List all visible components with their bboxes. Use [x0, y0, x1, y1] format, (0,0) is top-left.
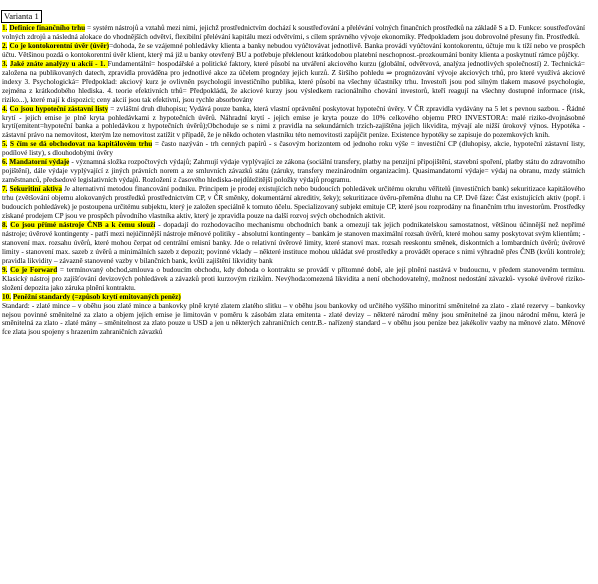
- section-item: [1, 105, 586, 141]
- section-number: 5.: [2, 140, 8, 149]
- section-heading: Peněžní standardy (=způsob krytí emitovaných peněz): [12, 292, 181, 301]
- section-body: Fundamentální= hospodářské a politické faktory, které působí na utváření akciového kurzu (globální, odvětvová, analýza jednotlivých společností) 2. Technická= založena na publikovaných datech, zpravidla prováděna pro jednotlivé akce za účelem prognózy jejich kurzů. Z širšího pohledu ⇒ prognózování vývoje akciových trhů, pro které využívá akciové indexy 3. Psychologická= Předpoklad: akciový kurz je ovlivněn psychologií investičního publika, které působí na všechny účastníky trhu. Investoři jsou pod silným tlakem masové psychologie, zejména z krátkodobého hlediska. 4. teorie efektivních trhů= Předpokládá, že akciové kurzy jsou výsledkem racionálního chování investorů, kteří reagují na všechny dostupné informace (risk, riziko...), které mají k dispozici; ceny akcií jsou tak efektivní, jsou rychle absorbovány: [2, 59, 586, 104]
- section-number: 4.: [2, 104, 8, 113]
- section-heading: Sekuritiní aktiva: [9, 185, 62, 194]
- section-heading: Co je Forward: [10, 265, 58, 274]
- section-item: [1, 266, 586, 293]
- section-item: [1, 24, 586, 42]
- section-body: = zvláštní druh dluhopisu; Vydává pouze banka, která vlastní oprávnění poskytovat hypoteční úvěry. V ČR zpravidla vydávány na 5 let s pevnou sazbou. - Řádné krytí - jejich emise je plně kryta pohledávkami z hypotečních úvěrů. Náhradní krytí - jejich emise je kryta pouze do 10% celkového objemu PRO INVESTORA: malé riziko-dvojnásobné krytí(emitent=hypoteční banka a pohledávkou z hypotečních úvěrů);Obchoduje se s nimi z pravidla na sekundárních trzích-zajištěna jejich likvidita, mývají ale nižší úrokový výnos. Hypotéka - zástavní právo na nemovitost, kterým lze nemovitost zatížit v případě, že je někdo ochoten vlastníku této nemovitosti zapůjčit peníze. Existence hypotéky se zapisuje do pozemkových knih.: [2, 104, 586, 140]
- section-body: Je alternativní metodou financování podniku. Principem je prodej existujících nebo budoucích pohledávek určitému okruhu věřitelů (investičních bank) sekuritizace kapitálového trhu (zvětšování objemu alokovaných prostředků prostřednictvím CP, v ČR směnky, dokumentární akreditiv, šeky); sekuritizace úvěru-přeměna dluhu na CP. Dvě fáze: Část existujících aktiv (popř. i budoucích pohledávek) je postoupena určitému subjektu, který je založen speciálně k tomuto účelu. Specializovaný subjekt emituje CP, které jsou rozprodány na finančním trhu investorům. Prostředky získané prodejem CP jsou ve prospěch původního vlastníka aktiv, který je zpravidla pouze na další rozvoj svých obchodních aktivit.: [2, 185, 586, 221]
- section-item: [1, 293, 586, 302]
- section-item: [1, 42, 586, 60]
- section-number: 10.: [2, 292, 12, 301]
- section-item: [1, 185, 586, 221]
- section-item: [1, 221, 586, 266]
- section-body: = termínovaný obchod,smlouva o budoucím obchodu, kdy dohoda o kontraktu se provádí v přítomné době, ale její plnění nastává v budoucnu, v předem stanoveném termínu. Klasický nástroj pro zajišťování devizových pohledávek a závazků proti kurzovým rizikům. Nevýhoda:omezená likvidita a není obchodovatelný, možnost nedostání závazků- vysoké úvěrové riziko-složení depozita jako záruka plnění kontraktu.: [2, 265, 585, 292]
- section-heading: Jaké znáte analýzy u akcií - 1.: [9, 59, 108, 68]
- section-body: = často nazýván - trh cenných papírů - s časovým horizontem od jednoho roku výše = investiční CP (dluhopisy, akcie, hypoteční zástavní listy, podílové listy), s dlouhodobými úvěry: [2, 140, 585, 158]
- section-number: 6.: [2, 158, 8, 167]
- section-item: [1, 140, 586, 158]
- section-body: = systém nástrojů a vztahů mezi nimi, jejichž prostřednictvím dochází k soustřeďování a přelévání volných finančních prostředků na základě S a D. Funkce: soustřeďování volných zdrojů a následná alokace do vhodnějších odvětví, flexibilní přelévání kapitálu mezi odvětvími, s cílem správného vývoje ekonomiky. Předpokladem jsou dobrovolné přesuny fin. Prostředků.: [2, 24, 586, 41]
- section-number: 1.: [2, 24, 8, 32]
- section-body: - významná složka rozpočtových výdajů; Zahrnují výdaje vyplývající ze zákona (sociální transfery, platby na penzijní připojištění, stavební spoření, platby státu do zdravotního pojištění), dále výdaje vyplývající z jiných právních norem a ze smluvních závazků státu (záruky, transfery mezinárodním organizacím). Quasimandatorní výdaje= výdaj na obranu, mzdy státních zaměstnanců, předsedové legislativních výdajů. Rozložení z časového hlediska-nejdůležitější položky výdajů programu.: [2, 158, 586, 185]
- section-body: =dohoda, že se vzájemné pohledávky klienta a banky nebudou vyúčtovávat jednotlivě. Banka provádí vyúčtování kontokorentu, účtuje mu k tíží nebo ve prospěch účtu. Většinou pozdá o kontokorentní úvěr klient, který má již u banky otevřený BU a potřebuje překlenout krátkodobou platební neschopnost.-prozkoumání bonity klienta a poskytnutí rámce půjčky.: [2, 41, 586, 59]
- section-body: - dopadají do rozhodovacího mechanismu obchodních bank a omezují tak jejich podnikatelskou samostatnost, většinou účinnější než nepřímé nástroje; úvěrové kontingenty - patří mezi nejúčinnější nástroje měnové politiky - absolutní kontingenty – bankám je stanoven maximální rozsah úvěrů, které mohou samy poskytovat svým klientům; - stanovení max. rozsahu úvěrů, které mohou čerpat od centrální emisní banky. Jde o relativní úvěrové limity, které stanoví max. rozsah reeskontu směnek, diskontních a lombardních úvěrů; úvěrové limity - stanovení max. sazeb z úvěrů a minimálních sazeb z depozit; povinné vklady – některé instituce mohou ukládat své prostředky a provádět operace s nimi výhradně přes ČNB (kvůli kontrole); pravidla likvidity – závazně stanovené vazby v bilančních bank, kvůli zajištění likvidity bank: [2, 220, 586, 265]
- section-heading: Co jsou hypoteční zástavní listy: [9, 104, 109, 113]
- section-heading: Definice finančního trhu: [9, 24, 86, 32]
- section-number: 2.: [2, 41, 8, 50]
- section-item: [1, 158, 586, 185]
- section-number: 9.: [2, 265, 8, 274]
- section-heading: Co je kontokorentní úvěr (úvěr): [9, 41, 110, 50]
- document-page: [1, 6, 586, 337]
- standards-paragraph: Standard: - zlaté mince – v oběhu jsou zlaté mince a bankovky plně kryté zlatem zlatého slitku – v oběhu jsou bankovky od určitého vyššího minoritní směnitelné za zlato - zlaté rezervy – bankovky nejsou povinné směnitelné za zlato a objem jejich emise je limitován v poměru k zásobám zlata emitenta - zlaté devizy – některé národní měny jsou směnitelné za jinou národní měnu, která je směnitelná za zlato - zlaté mány – směnitelnost za zlato pouze u USD a jen u některých zahraničních centr.B.- nařízený standard – v oběhu jsou peníze bez jakékoliv vazby na měnové zlato. Měnové fce zlata jsou spojeny s hrazením zahraničních závazků: [2, 301, 585, 337]
- section-number: 7.: [2, 185, 8, 194]
- section-heading: Mandatorní výdaje: [9, 158, 70, 167]
- page-title: Varianta 1: [1, 10, 42, 23]
- section-heading: S čím se dá obchodovat na kapitálovém trhu: [10, 140, 153, 149]
- section-item: [1, 60, 586, 105]
- section-number: 3.: [2, 59, 8, 68]
- section-number: 8.: [2, 220, 8, 229]
- section-heading: Co jsou přímé nástroje ČNB a k čemu slouží: [10, 220, 156, 229]
